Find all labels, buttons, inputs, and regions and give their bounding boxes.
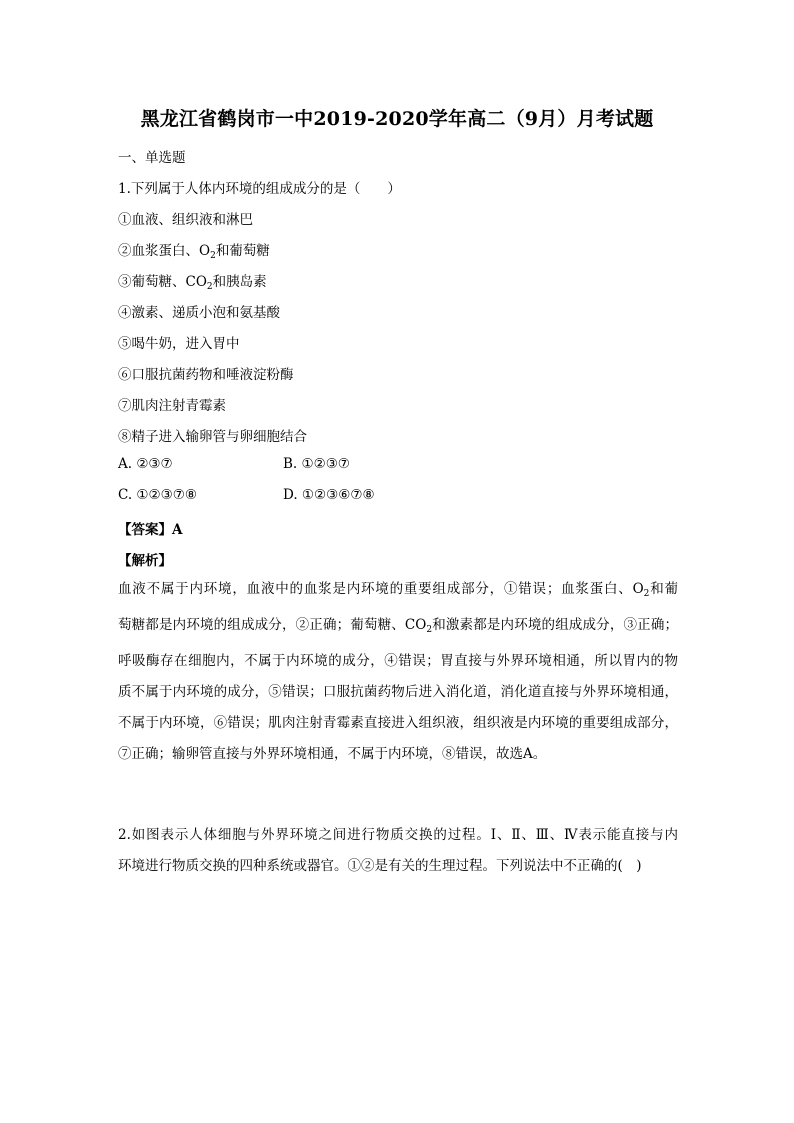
analysis-line-6: ⑦正确；输卵管直接与外界环境相通，不属于内环境，⑧错误，故选A。 — [118, 746, 547, 762]
question-1-item-4: ④激素、递质小泡和氨基酸 — [118, 305, 280, 321]
question-1-item-1: ①血液、组织液和淋巴 — [118, 212, 253, 228]
option-b: B. ①②③⑦ — [283, 456, 350, 472]
analysis-line-2: 萄糖都是内环境的组成成分，②正确；葡萄糖、$CO_2$和激素都是内环境的组成成分，③正确； — [118, 617, 678, 635]
question-2-line-2: 环境进行物质交换的四种系统或器官。①②是有关的生理过程。下列说法中不正确的( ) — [118, 858, 642, 874]
question-1-item-2: ②血浆蛋白、$O_2$和葡萄糖 — [118, 243, 270, 261]
question-1-stem: 1.下列属于人体内环境的组成成分的是（ ） — [118, 181, 401, 197]
question-1-item-6: ⑥口服抗菌药物和唾液淀粉酶 — [118, 367, 294, 383]
option-d: D. ①②③⑥⑦⑧ — [283, 487, 375, 503]
option-a: A. ②③⑦ — [118, 456, 173, 472]
page-title: 黑龙江省鹤岗市一中2019-2020学年高二（9月）月考试题 — [140, 108, 654, 130]
question-1-item-8: ⑧精子进入输卵管与卵细胞结合 — [118, 429, 307, 445]
analysis-paragraph — [118, 574, 678, 770]
question-1-item-7: ⑦肌肉注射青霉素 — [118, 398, 226, 414]
analysis-line-3: 呼吸酶存在细胞内，不属于内环境的成分，④错误；胃直接与外界环境相通，所以胃内的物 — [118, 653, 678, 669]
analysis-line-1: 血液不属于内环境，血液中的血浆是内环境的重要组成部分，①错误；血浆蛋白、$O_2$和葡 — [118, 581, 678, 599]
question-1-item-5: ⑤喝牛奶，进入胃中 — [118, 336, 240, 352]
section-heading: 一、单选题 — [118, 150, 186, 166]
question-2-line-1: 2.如图表示人体细胞与外界环境之间进行物质交换的过程。Ⅰ、Ⅱ、Ⅲ、Ⅳ表示能直接与内 — [118, 827, 678, 843]
analysis-line-4: 质不属于内环境的成分，⑤错误；口服抗菌药物后进入消化道，消化道直接与外界环境相通， — [118, 684, 678, 700]
analysis-label: 【解析】 — [118, 553, 172, 569]
answer-label: 【答案】A — [118, 522, 183, 538]
option-c: C. ①②③⑦⑧ — [118, 487, 197, 503]
analysis-line-5: 不属于内环境，⑥错误；肌肉注射青霉素直接进入组织液，组织液是内环境的重要组成部分， — [118, 715, 678, 731]
question-1-item-3: ③葡萄糖、$CO_2$和胰岛素 — [118, 274, 267, 292]
question-2-stem — [118, 820, 678, 882]
